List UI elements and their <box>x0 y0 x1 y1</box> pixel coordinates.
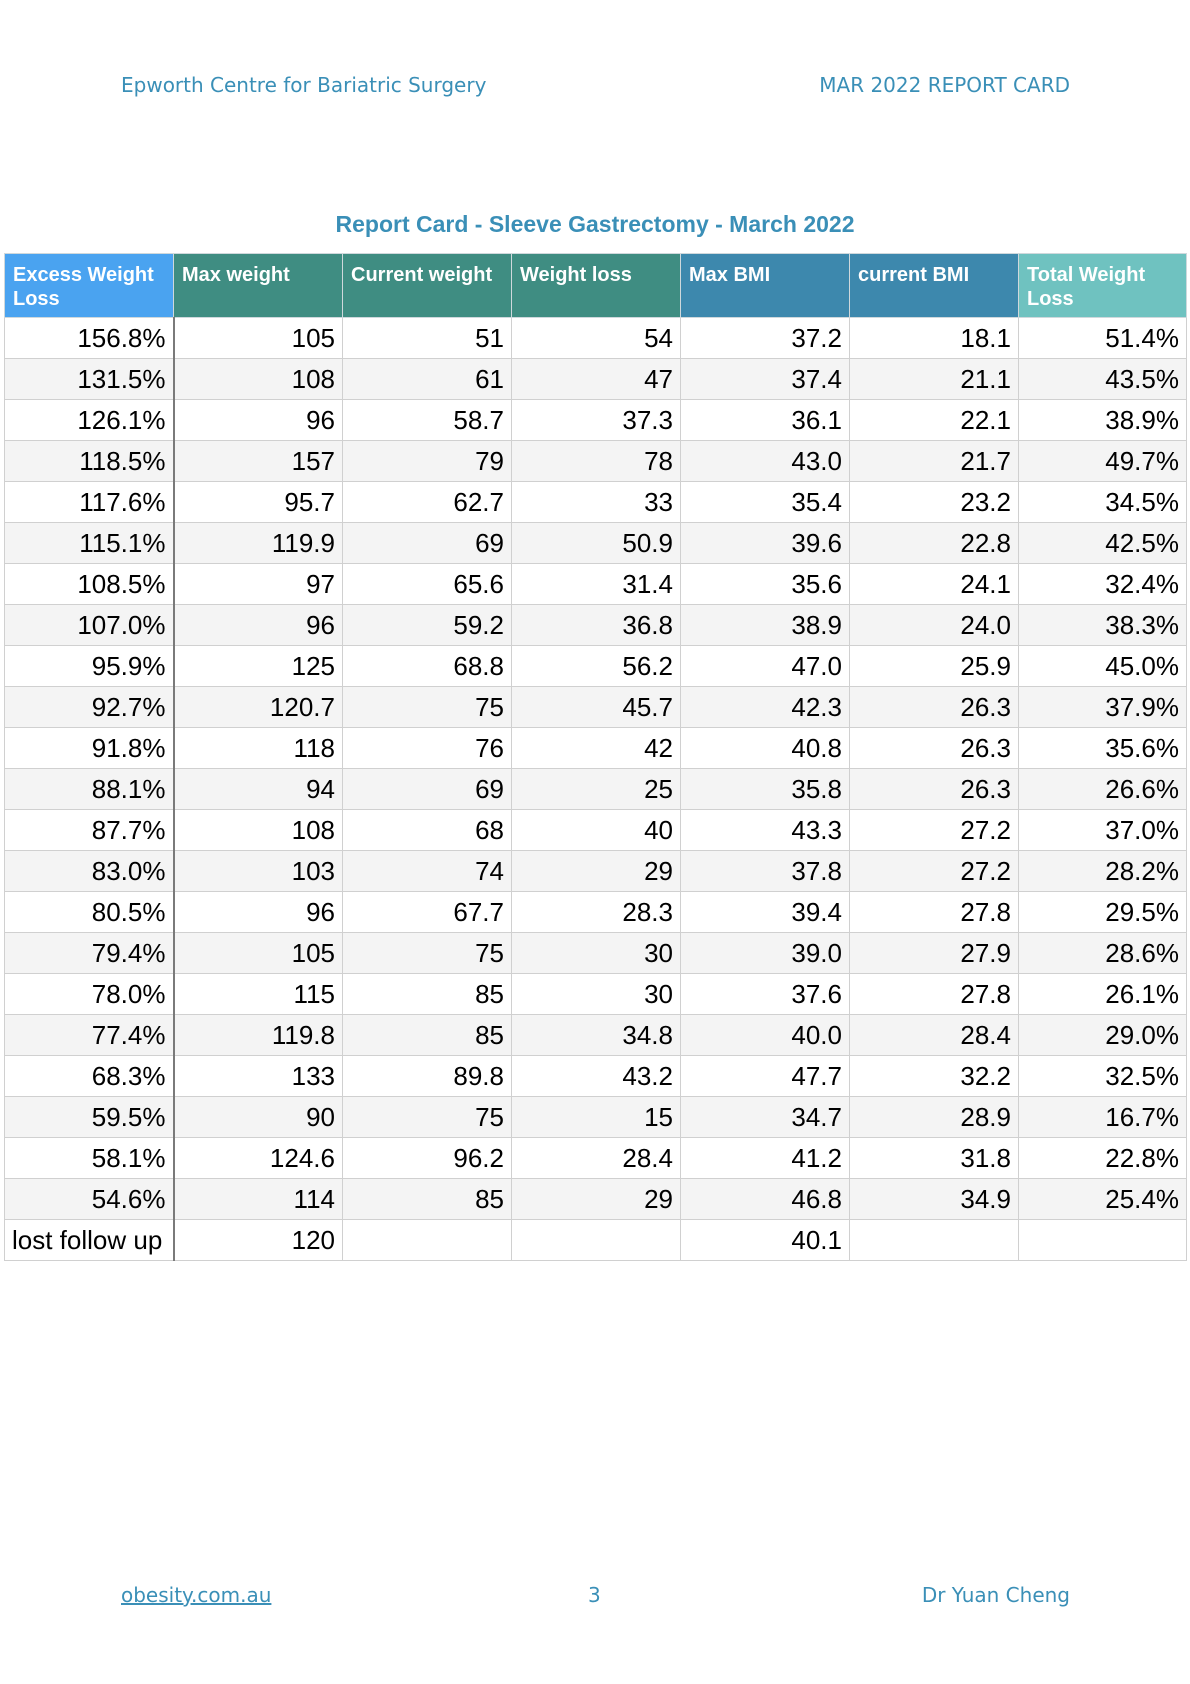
table-cell: 35.6 <box>681 564 850 605</box>
table-cell: 114 <box>174 1179 343 1220</box>
table-cell: 22.1 <box>850 400 1019 441</box>
table-cell: 78.0% <box>5 974 174 1015</box>
table-cell: 69 <box>343 769 512 810</box>
table-cell: 26.3 <box>850 687 1019 728</box>
table-cell: 30 <box>512 974 681 1015</box>
table-cell: 43.5% <box>1019 359 1187 400</box>
table-cell: 40.8 <box>681 728 850 769</box>
table-cell: 78 <box>512 441 681 482</box>
table-cell: 41.2 <box>681 1138 850 1179</box>
table-cell: 85 <box>343 1179 512 1220</box>
table-cell: 76 <box>343 728 512 769</box>
table-cell: 18.1 <box>850 318 1019 359</box>
table-cell: 47.0 <box>681 646 850 687</box>
table-cell: 105 <box>174 933 343 974</box>
table-cell: 75 <box>343 933 512 974</box>
table-cell: 27.2 <box>850 810 1019 851</box>
table-cell: 16.7% <box>1019 1097 1187 1138</box>
table-row <box>5 359 1187 400</box>
table-cell: 108.5% <box>5 564 174 605</box>
table-cell: 74 <box>343 851 512 892</box>
table-cell: 85 <box>343 974 512 1015</box>
table-cell: 29.0% <box>1019 1015 1187 1056</box>
table-cell: 40.1 <box>681 1220 850 1261</box>
table-row <box>5 933 1187 974</box>
table-header-row <box>5 254 1187 318</box>
table-cell: 58.1% <box>5 1138 174 1179</box>
table-cell: 29 <box>512 1179 681 1220</box>
table-cell: 133 <box>174 1056 343 1097</box>
table-cell <box>1019 1220 1187 1261</box>
table-row <box>5 974 1187 1015</box>
table-cell: 37.9% <box>1019 687 1187 728</box>
table-cell: 43.3 <box>681 810 850 851</box>
table-cell: 50.9 <box>512 523 681 564</box>
table-cell: 119.9 <box>174 523 343 564</box>
table-row <box>5 1138 1187 1179</box>
header-report-label: MAR 2022 REPORT CARD <box>819 73 1070 97</box>
table-cell: 118.5% <box>5 441 174 482</box>
table-cell: 54 <box>512 318 681 359</box>
table-cell: 117.6% <box>5 482 174 523</box>
table-cell: 26.3 <box>850 769 1019 810</box>
table-cell: 95.7 <box>174 482 343 523</box>
table-cell: 67.7 <box>343 892 512 933</box>
table-cell: 45.0% <box>1019 646 1187 687</box>
table-cell: 24.1 <box>850 564 1019 605</box>
table-cell: 96.2 <box>343 1138 512 1179</box>
column-header-current-bmi: current BMI <box>850 254 1019 318</box>
table-cell: 33 <box>512 482 681 523</box>
table-cell: 25.9 <box>850 646 1019 687</box>
table-cell: 156.8% <box>5 318 174 359</box>
table-cell: 120 <box>174 1220 343 1261</box>
table-cell: 34.7 <box>681 1097 850 1138</box>
table-cell: 39.4 <box>681 892 850 933</box>
table-cell: 34.8 <box>512 1015 681 1056</box>
table-cell: 27.2 <box>850 851 1019 892</box>
table-cell: 35.4 <box>681 482 850 523</box>
table-cell: 51 <box>343 318 512 359</box>
table-cell: 40.0 <box>681 1015 850 1056</box>
table-row <box>5 482 1187 523</box>
table-cell: 108 <box>174 359 343 400</box>
table-cell: 28.9 <box>850 1097 1019 1138</box>
table-cell: 37.3 <box>512 400 681 441</box>
table-cell: 118 <box>174 728 343 769</box>
table-cell: 131.5% <box>5 359 174 400</box>
table-cell: 27.8 <box>850 974 1019 1015</box>
table-cell: 26.1% <box>1019 974 1187 1015</box>
table-row <box>5 523 1187 564</box>
table-cell: 77.4% <box>5 1015 174 1056</box>
table-row <box>5 1015 1187 1056</box>
table-cell: 31.8 <box>850 1138 1019 1179</box>
table-cell: 36.8 <box>512 605 681 646</box>
table-cell: 126.1% <box>5 400 174 441</box>
table-cell: 37.8 <box>681 851 850 892</box>
table-cell: 21.7 <box>850 441 1019 482</box>
table-cell: 68.8 <box>343 646 512 687</box>
table-cell: 25.4% <box>1019 1179 1187 1220</box>
table-cell: 75 <box>343 1097 512 1138</box>
table-cell: 62.7 <box>343 482 512 523</box>
table-cell: 32.2 <box>850 1056 1019 1097</box>
table-cell: 79 <box>343 441 512 482</box>
footer-page-number: 3 <box>588 1583 601 1607</box>
table-cell: 95.9% <box>5 646 174 687</box>
table-cell: 40 <box>512 810 681 851</box>
column-header-max-bmi: Max BMI <box>681 254 850 318</box>
table-cell: 105 <box>174 318 343 359</box>
column-header-current-weight: Current weight <box>343 254 512 318</box>
footer-author: Dr Yuan Cheng <box>921 1583 1070 1607</box>
table-cell: 28.3 <box>512 892 681 933</box>
table-cell: 92.7% <box>5 687 174 728</box>
table-cell: 29 <box>512 851 681 892</box>
table-cell: 37.6 <box>681 974 850 1015</box>
table-cell: 96 <box>174 605 343 646</box>
table-row <box>5 1097 1187 1138</box>
table-cell: 87.7% <box>5 810 174 851</box>
table-cell: 26.3 <box>850 728 1019 769</box>
table-row <box>5 728 1187 769</box>
column-header-weight-loss: Weight loss <box>512 254 681 318</box>
table-cell: 125 <box>174 646 343 687</box>
table-cell: 30 <box>512 933 681 974</box>
table-cell: 68 <box>343 810 512 851</box>
table-cell: 108 <box>174 810 343 851</box>
table-cell: 43.0 <box>681 441 850 482</box>
table-cell: 83.0% <box>5 851 174 892</box>
table-row <box>5 441 1187 482</box>
table-row <box>5 400 1187 441</box>
table-cell: 51.4% <box>1019 318 1187 359</box>
column-header-excess-weight-loss: Excess Weight Loss <box>5 254 174 318</box>
table-cell: 119.8 <box>174 1015 343 1056</box>
table-row <box>5 687 1187 728</box>
table-cell: 35.6% <box>1019 728 1187 769</box>
table-cell: 68.3% <box>5 1056 174 1097</box>
table-cell: 49.7% <box>1019 441 1187 482</box>
column-header-max-weight: Max weight <box>174 254 343 318</box>
table-cell: 79.4% <box>5 933 174 974</box>
table-cell: 42.5% <box>1019 523 1187 564</box>
table-cell: 25 <box>512 769 681 810</box>
table-cell: 58.7 <box>343 400 512 441</box>
table-cell: 46.8 <box>681 1179 850 1220</box>
table-cell: 69 <box>343 523 512 564</box>
table-cell: 120.7 <box>174 687 343 728</box>
table-row <box>5 892 1187 933</box>
table-cell: 38.9 <box>681 605 850 646</box>
table-cell: 31.4 <box>512 564 681 605</box>
table-cell: 24.0 <box>850 605 1019 646</box>
table-cell: 38.9% <box>1019 400 1187 441</box>
table-cell: 85 <box>343 1015 512 1056</box>
table-cell: 89.8 <box>343 1056 512 1097</box>
table-row <box>5 605 1187 646</box>
table-cell: 90 <box>174 1097 343 1138</box>
table-row <box>5 1220 1187 1261</box>
table-cell: 38.3% <box>1019 605 1187 646</box>
table-cell: 80.5% <box>5 892 174 933</box>
table-cell: 124.6 <box>174 1138 343 1179</box>
table-cell: 34.5% <box>1019 482 1187 523</box>
table-cell: 22.8 <box>850 523 1019 564</box>
table-cell: 27.8 <box>850 892 1019 933</box>
table-cell: 42 <box>512 728 681 769</box>
table-cell: 96 <box>174 400 343 441</box>
table-cell: 28.6% <box>1019 933 1187 974</box>
table-cell: 32.4% <box>1019 564 1187 605</box>
table-cell: 22.8% <box>1019 1138 1187 1179</box>
table-cell <box>343 1220 512 1261</box>
table-cell: 21.1 <box>850 359 1019 400</box>
table-row <box>5 810 1187 851</box>
table-cell: 28.2% <box>1019 851 1187 892</box>
table-cell: 37.4 <box>681 359 850 400</box>
table-cell: 34.9 <box>850 1179 1019 1220</box>
table-cell: 28.4 <box>512 1138 681 1179</box>
table-cell: 47.7 <box>681 1056 850 1097</box>
header-centre-name: Epworth Centre for Bariatric Surgery <box>121 73 487 97</box>
table-cell: 36.1 <box>681 400 850 441</box>
table-cell: 28.4 <box>850 1015 1019 1056</box>
table-row <box>5 318 1187 359</box>
table-row <box>5 1179 1187 1220</box>
table-cell: 39.6 <box>681 523 850 564</box>
table-cell: 75 <box>343 687 512 728</box>
table-cell: 115.1% <box>5 523 174 564</box>
table-cell: 97 <box>174 564 343 605</box>
table-cell: 56.2 <box>512 646 681 687</box>
table-cell: 91.8% <box>5 728 174 769</box>
table-cell: 65.6 <box>343 564 512 605</box>
table-cell <box>512 1220 681 1261</box>
table-cell: 47 <box>512 359 681 400</box>
column-header-total-weight-loss: Total Weight Loss <box>1019 254 1187 318</box>
footer-website-link[interactable]: obesity.com.au <box>121 1583 272 1607</box>
table-cell: 23.2 <box>850 482 1019 523</box>
table-cell: 43.2 <box>512 1056 681 1097</box>
report-table <box>4 253 1187 1261</box>
table-cell: 88.1% <box>5 769 174 810</box>
table-cell <box>850 1220 1019 1261</box>
table-row <box>5 851 1187 892</box>
table-cell: 37.2 <box>681 318 850 359</box>
table-body <box>5 318 1187 1261</box>
table-cell: 26.6% <box>1019 769 1187 810</box>
table-cell: 59.5% <box>5 1097 174 1138</box>
table-cell: 61 <box>343 359 512 400</box>
table-cell: lost follow up <box>5 1220 174 1261</box>
table-row <box>5 1056 1187 1097</box>
table-cell: 157 <box>174 441 343 482</box>
table-cell: 35.8 <box>681 769 850 810</box>
table-cell: 94 <box>174 769 343 810</box>
table-cell: 15 <box>512 1097 681 1138</box>
table-cell: 59.2 <box>343 605 512 646</box>
table-cell: 32.5% <box>1019 1056 1187 1097</box>
table-row <box>5 646 1187 687</box>
table-row <box>5 564 1187 605</box>
table-cell: 29.5% <box>1019 892 1187 933</box>
table-cell: 103 <box>174 851 343 892</box>
table-cell: 42.3 <box>681 687 850 728</box>
table-row <box>5 769 1187 810</box>
table-cell: 37.0% <box>1019 810 1187 851</box>
table-cell: 96 <box>174 892 343 933</box>
table-cell: 115 <box>174 974 343 1015</box>
report-title: Report Card - Sleeve Gastrectomy - March 2022 <box>335 211 855 237</box>
table-cell: 39.0 <box>681 933 850 974</box>
table-cell: 107.0% <box>5 605 174 646</box>
table-cell: 27.9 <box>850 933 1019 974</box>
table-cell: 45.7 <box>512 687 681 728</box>
table-cell: 54.6% <box>5 1179 174 1220</box>
